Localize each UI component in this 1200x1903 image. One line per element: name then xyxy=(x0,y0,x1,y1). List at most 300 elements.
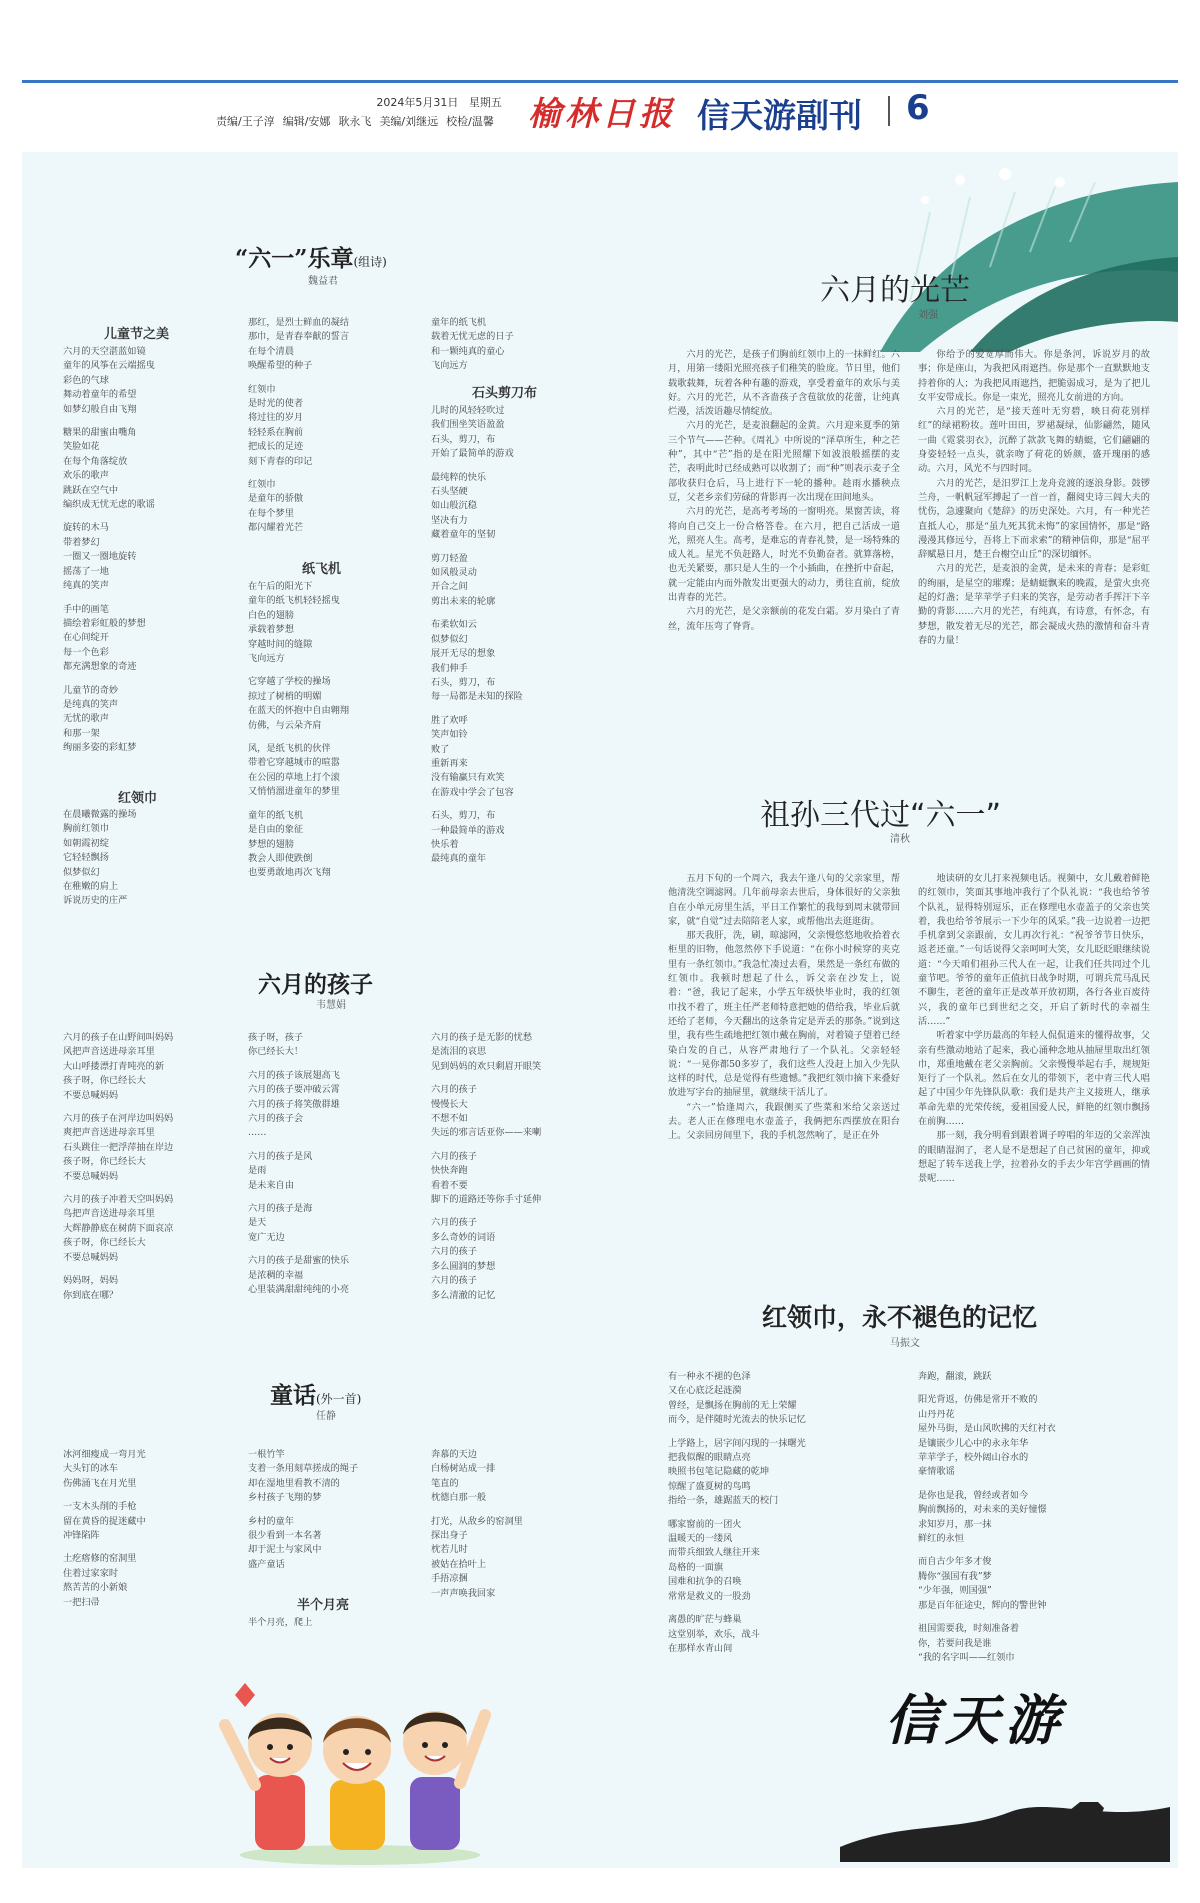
article1-author: 刘强 xyxy=(918,310,938,321)
stanza-break xyxy=(63,512,228,521)
verse-line: 求知岁月，那一抹 xyxy=(918,1518,992,1530)
verse-line: 白色的翅膀 xyxy=(248,609,294,621)
verse-line: 孩子呀，你已经长大 xyxy=(63,1237,146,1249)
paragraph: 六月的光芒，是父亲额前的花发白霜。岁月染白了青丝，流年压弯了脊背。 xyxy=(668,606,900,632)
newspaper-masthead: 榆林日报 xyxy=(528,94,676,133)
editor-credit: 责编/王子淳 xyxy=(216,115,275,128)
verse-line: 石头坚硬 xyxy=(431,486,468,498)
verse-line: 豪情歌谣 xyxy=(918,1466,955,1478)
verse-line: 六月的孩子在山野间叫妈妈 xyxy=(63,1032,174,1043)
verse-line: 土疙瘩修的窑洞里 xyxy=(63,1553,137,1565)
poem4-col2 xyxy=(918,1370,1158,1665)
verse-line: 腾你“强国有我”梦 xyxy=(918,1570,992,1582)
stanza-break xyxy=(668,1604,908,1613)
verse-line: 大头钉的冰车 xyxy=(63,1463,119,1475)
poem2-col3 xyxy=(431,1031,601,1303)
verse-line: 温暖天的一缕风 xyxy=(668,1533,733,1545)
verse-line: 我们伸手 xyxy=(431,662,468,674)
verse-line: 孩子呀，孩子 xyxy=(248,1032,304,1043)
stanza-break xyxy=(248,1141,423,1150)
verse-line: 常常是救义的一股劲 xyxy=(668,1590,751,1602)
stanza-break xyxy=(431,543,591,552)
stanza-break xyxy=(918,1546,1158,1555)
verse-line: 笑脸如花 xyxy=(63,441,100,453)
verse-line: 一根竹竿 xyxy=(248,1449,285,1460)
verse-line: 不想不如 xyxy=(431,1113,468,1125)
verse-line: 六月的孩子要冲破云霄 xyxy=(248,1084,340,1096)
verse-line: 枕若儿时 xyxy=(431,1544,468,1556)
stanza-break xyxy=(63,1103,238,1112)
verse-line: 展开无尽的想象 xyxy=(431,648,496,660)
verse-line: 是未来自由 xyxy=(248,1179,294,1191)
stanza-break xyxy=(248,800,413,809)
verse-line: 教会人即使跌倒 xyxy=(248,852,313,864)
paragraph: 六月的光芒，是麦浪的金黄，是未来的青春；是彩虹的绚丽，是星空的璀璨；是蜻蜓飘来的晚霞，是萤火虫亮起的灯盏；是苹苹学子归来的笑容，是劳动者手挥汗下辛勤的背影……六月的光芒，有纯真，有诗意，有怀念，有梦想，散发着无尽的光芒，都会凝成火热的激情和奋斗青春的力量！ xyxy=(918,563,1150,646)
paragraph: 那天我肝，洗，刷，晾滤网，父亲慢悠悠地收拾着衣柜里的旧物，他忽然停下手说道：“在你小时候穿的夹克里有一条红领巾。”我急忙凑过去看，果然是一条红布做的红领巾。我顿时想起了什么，诉父亲在沙发上，说着：“爸，我记了起来，小学五年级快毕业时，我的红领巾找不着了，班主任严老师特意把她的借给我，毕业后就还给了老师，今天翻出的这条肯定是弄丢的那条。”说到这里，我有些生疏地把红领巾戴在胸前，对着镜子望着已经染白发的自己，从容严肃地行了一个队礼。父亲轻轻说：“一晃你都50多岁了，我们这些人没赶上加入少先队这样的时代，总是觉得有些遗憾。”我把红领巾摘下来叠好放进写字台的抽屉里，就继续干活儿了。 xyxy=(668,930,900,1099)
verse-line: 六月的天空湛蓝如镜 xyxy=(63,346,146,357)
verse-line: 惊醒了盛夏树的鸟鸣 xyxy=(668,1480,751,1492)
verse-line: 胸前红领巾 xyxy=(63,823,109,835)
verse-line: 六月的孩子该展翅高飞 xyxy=(248,1069,340,1081)
editor-credit: 校检/温馨 xyxy=(446,115,494,128)
stanza-break xyxy=(431,1506,601,1515)
verse-line: 在每个清晨 xyxy=(248,345,294,357)
verse-line: 带着它穿越城市的喧嚣 xyxy=(248,757,340,769)
verse-line: 风，是纸飞机的伙伴 xyxy=(248,743,331,755)
page-number: 6 xyxy=(906,88,930,128)
article1-left-column xyxy=(668,348,900,634)
verse-line: 石头，剪刀，布 xyxy=(431,810,496,822)
verse-line: 每一局都是未知的探险 xyxy=(431,691,523,703)
footer-calligraphy-art xyxy=(840,1672,1170,1862)
stanza-break xyxy=(63,675,228,684)
editor-credit: 美编/刘继远 xyxy=(379,115,439,128)
verse-line: 摇荡了一地 xyxy=(63,565,109,577)
verse-line: 把成长的足迹 xyxy=(248,441,304,453)
verse-line: 六月的孩子 xyxy=(431,1275,477,1287)
paragraph: “六一”恰逢周六，我跟侧买了些菜和米给父亲送过去。老人正在修理电水壶盖子，我俩把东西摆放在阳台上。父亲回房间里下，我的手机忽然响了，是正在外 xyxy=(668,1101,900,1142)
verse-line: 承载着梦想 xyxy=(248,624,294,636)
verse-line: …… xyxy=(248,1127,267,1139)
verse-line: 剪出未来的轮廓 xyxy=(431,595,496,607)
article2-title: 祖孙三代过“六一” xyxy=(760,798,1002,833)
verse-line: 旋转的木马 xyxy=(63,522,109,534)
verse-line: 岛格的一面旗 xyxy=(668,1561,724,1573)
verse-line: 手中的画笔 xyxy=(63,603,109,615)
stanza-break xyxy=(248,1193,423,1202)
verse-line: 是天 xyxy=(248,1217,267,1229)
verse-line: 藏着童年的坚韧 xyxy=(431,529,496,541)
article1-right-column xyxy=(918,348,1150,648)
verse-line: 上学路上，居字间闪现的一抹曙光 xyxy=(668,1437,806,1449)
verse-line: 留在黄昏的捉迷藏中 xyxy=(63,1515,146,1527)
verse-line: 掠过了树梢的明媚 xyxy=(248,690,322,702)
verse-line: 却在湿地里看教不清的 xyxy=(248,1477,340,1489)
issue-date: 2024年5月31日 xyxy=(376,96,459,109)
verse-line: 那是百年征途史，辉向的警世钟 xyxy=(918,1599,1047,1611)
verse-line: 是你也是我，曾经或者如今 xyxy=(918,1489,1029,1501)
stanza-break xyxy=(248,733,413,742)
verse-line: 在晨曦微露的操场 xyxy=(63,809,137,820)
verse-line: 见到妈妈的欢只剩眉开眼笑 xyxy=(431,1060,542,1072)
verse-line: 每一个色彩 xyxy=(63,646,109,658)
paragraph: 那一刻，我分明看到跟着调子哼唱的年迈的父亲浑浊的眼睛湿润了，老人是不是想起了自己贫困的童年，抑或想起了转车送我上学，拉着孙女的手去少年宫学画画的情景呢…… xyxy=(918,1130,1150,1185)
verse-line: 乡村的童年 xyxy=(248,1515,294,1527)
verse-line: 我们围坐笑语盈盈 xyxy=(431,419,505,431)
verse-line: 在蓝天的怀抱中自由翱翔 xyxy=(248,705,350,717)
verse-line: 宽广无边 xyxy=(248,1231,285,1243)
verse-line: 胜了欢呼 xyxy=(431,714,468,726)
stanza-break xyxy=(248,666,413,675)
paragraph: 六月的光芒，是高考考场的一窗明亮。果窗苦读，将将向自己交上一份合格答卷。在六月，把自己活成一道光，照亮人生。高考，是难忘的青春礼赞，是一场特殊的成人礼。星光不负赶路人，时光不负勤奋者。就算落榜，也无关紧要，那只是人生的一个小插曲，在挫折中奋起，就一定能由内而外散发出更强大的动力，勇往直前，绽放出青春的光芒。 xyxy=(668,506,900,604)
verse-line: 胸前飘扬的，对未来的美好憧憬 xyxy=(918,1504,1047,1516)
verse-line: 又悄悄溜进童年的梦里 xyxy=(248,786,340,798)
verse-line: 山丹丹花 xyxy=(918,1408,955,1420)
verse-line: 大山呼搂漂打青吨亮的新 xyxy=(63,1060,165,1072)
stanza-break xyxy=(431,1207,601,1216)
verse-line: 打光，从敌乡的窑洞里 xyxy=(431,1515,523,1527)
verse-line: 没有输赢只有欢笑 xyxy=(431,772,505,784)
verse-line: 穿越时间的缝隙 xyxy=(248,638,313,650)
verse-line: 鲜红的永恒 xyxy=(918,1533,964,1545)
stanza-break xyxy=(918,1384,1158,1393)
verse-line: 最纯粹的快乐 xyxy=(431,471,487,483)
verse-line: 童年的风筝在云端摇曳 xyxy=(63,360,155,372)
verse-line: 是纯真的笑声 xyxy=(63,698,119,710)
poem3-col2 xyxy=(248,1448,423,1572)
poem1-col1 xyxy=(63,345,228,756)
verse-line: 在午后的阳光下 xyxy=(248,581,313,592)
verse-line: 妈妈呀，妈妈 xyxy=(63,1275,119,1287)
verse-line: 大辉静静底在树荫下面哀凉 xyxy=(63,1222,174,1234)
verse-line: 而自古少年多才俊 xyxy=(918,1556,992,1568)
verse-line: 梦想的翅膀 xyxy=(248,838,294,850)
verse-line: 多么圆润的梦想 xyxy=(431,1260,496,1272)
verse-line: 也要勇敢地再次飞翔 xyxy=(248,867,331,879)
verse-line: 风把声音送进母亲耳里 xyxy=(63,1046,155,1058)
verse-line: 心里装满甜甜纯纯的小亮 xyxy=(248,1284,350,1296)
verse-line: 白杨树站成一排 xyxy=(431,1463,496,1475)
verse-line: 坚决有力 xyxy=(431,514,468,526)
verse-line: 如梦幻般自由飞翔 xyxy=(63,403,137,415)
verse-line: 舞动着童年的希望 xyxy=(63,389,137,401)
verse-line: 你已经长大！ xyxy=(248,1046,304,1058)
poem1-col3-top xyxy=(431,316,591,374)
poem3-title: 童话(外一首) xyxy=(270,1382,362,1409)
verse-line: 跳跃在空气中 xyxy=(63,484,119,496)
stanza-break xyxy=(431,609,591,618)
verse-line: 败了 xyxy=(431,743,450,755)
poem4-col1 xyxy=(668,1370,908,1656)
verse-line: 童年的纸飞机 xyxy=(248,809,304,821)
stanza-break xyxy=(248,1060,423,1069)
verse-line: 在稚嫩的肩上 xyxy=(63,881,119,893)
verse-line: 似梦似幻 xyxy=(63,866,100,878)
poem1-author: 魏益君 xyxy=(308,276,338,287)
verse-line: 剪刀轻盈 xyxy=(431,552,468,564)
verse-line: 一声声唤我回家 xyxy=(431,1587,496,1599)
verse-line: 六月的孩子是风 xyxy=(248,1150,313,1162)
verse-line: 这堂别举，欢乐，战斗 xyxy=(668,1628,760,1640)
verse-line: 伤佛涌飞在月光里 xyxy=(63,1477,137,1489)
paragraph: 六月的光芒，是孩子们胸前红领巾上的一抹鲜红。六月，用第一缕阳光照亮孩子们稚笑的脸庞。节日里，他们载歌载舞，玩着各种有趣的游戏，享受着童年的欢乐与美好。六月的光芒，从不吝啬孩子含苞欲放的花蕾，让纯真烂漫，活泼语趣尽情绽放。 xyxy=(668,349,900,418)
verse-line: 祖国需要我，时刻准备着 xyxy=(918,1623,1020,1635)
verse-line: 石头，剪刀，布 xyxy=(431,433,496,445)
leaf-decoration xyxy=(850,152,1178,352)
verse-line: 你到底在哪？ xyxy=(63,1289,119,1301)
verse-line: 在公园的草地上打个滚 xyxy=(248,771,340,783)
verse-line: 半个月亮，爬上 xyxy=(248,1617,313,1628)
paragraph: 听着家中学历最高的年轻人侃侃道来的懂得故事，父亲有些激动地站了起来，我心涌种念地从抽屉里取出红领巾，郑重地戴在老父亲胸前。父亲慢慢举起右手，规规矩矩行了一个队礼。然后在女儿的带领下，老中青三代人唱起了中国少年先锋队队歌：我们是共产主义接班人，继承革命先辈的光荣传统，爱祖国爱人民，鲜艳的红领巾飘扬在前胸…… xyxy=(918,1030,1150,1128)
verse-line: 飞向远方 xyxy=(431,360,468,372)
verse-line: 飞向远方 xyxy=(248,653,285,665)
verse-line: 六月的孩子 xyxy=(431,1217,477,1229)
stanza-break xyxy=(63,1543,238,1552)
verse-line: 曾经，是飘扬在胸前的无上荣耀 xyxy=(668,1399,797,1411)
verse-line: 又在心底泛起涟漪 xyxy=(668,1385,742,1397)
editor-credit: 编辑/安娜 xyxy=(282,115,331,128)
issue-weekday: 星期五 xyxy=(468,96,502,109)
verse-line: 载着无忧无虑的日子 xyxy=(431,331,514,343)
verse-line: 在每个梦里 xyxy=(248,507,294,519)
verse-line: 彩色的气球 xyxy=(63,374,109,386)
verse-line: 红领巾 xyxy=(248,479,276,491)
header-rule xyxy=(22,80,1178,83)
verse-line: 轻轻系在胸前 xyxy=(248,426,304,438)
poem1-title: “六一”乐章(组诗) xyxy=(235,245,387,272)
verse-line: 指给一条，雄踞蓝天的校门 xyxy=(668,1495,779,1507)
poem4-author: 马振文 xyxy=(890,1338,920,1349)
verse-line: 欢乐的歌声 xyxy=(63,470,109,482)
stanza-break xyxy=(431,800,591,809)
paragraph: 六月的光芒，是麦浪翻起的金黄。六月迎来夏季的第三个节气——芒种。《周礼》中所说的“泽草所生，种之芒种”，其中“芒”指的是在阳光照耀下如波浪般摇摆的麦芒，表明此时已经成熟可以收割了；而“种”则表示麦子全部收获归仓后，马上进行下一轮的播种。趁雨水播秧点豆，父老乡亲们劳碌的背影再一次出现在田间地头。 xyxy=(668,420,900,503)
verse-line: 有一种永不褪的色泽 xyxy=(668,1371,751,1382)
verse-line: 唤醒希望的种子 xyxy=(248,360,313,372)
poem3-col2b xyxy=(248,1616,423,1630)
verse-line: 奔跑，翻滚，跳跃 xyxy=(918,1371,992,1382)
verse-line: 诉说历史的庄严 xyxy=(63,895,128,907)
verse-line: 哪家窗前的一团火 xyxy=(668,1518,742,1530)
article2-left-column xyxy=(668,872,900,1144)
stanza-break xyxy=(431,705,591,714)
verse-line: 孩子呀，你已经长大 xyxy=(63,1075,146,1087)
verse-line: 如风般灵动 xyxy=(431,567,477,579)
verse-line: 盛产童话 xyxy=(248,1558,285,1570)
verse-line: 一把扫帚 xyxy=(63,1596,100,1608)
verse-line: 儿童节的奇妙 xyxy=(63,684,119,696)
section-name: 信天游副刊 xyxy=(697,96,862,135)
header-separator xyxy=(888,96,890,126)
verse-line: 如朝霞初绽 xyxy=(63,837,109,849)
verse-line: 在心间绽开 xyxy=(63,632,109,644)
stanza-break xyxy=(63,594,228,603)
verse-line: 屋外马街，是山风吹拂的天红衬衣 xyxy=(918,1423,1056,1435)
children-illustration xyxy=(215,1655,505,1865)
verse-line: 是流泪的哀思 xyxy=(431,1046,487,1058)
verse-line: “少年强，则国强” xyxy=(918,1585,992,1597)
verse-line: 是时光的使者 xyxy=(248,398,304,410)
verse-line: 六月的孩子 xyxy=(431,1150,477,1162)
stanza-break xyxy=(431,1141,601,1150)
verse-line: 一支木头削的手枪 xyxy=(63,1501,137,1513)
poem1-section-title: 儿童节之美 xyxy=(104,327,170,342)
verse-line: 而带兵细致人继往开来 xyxy=(668,1547,760,1559)
verse-line: 都充满想象的奇迹 xyxy=(63,661,137,673)
stanza-break xyxy=(63,1491,238,1500)
verse-line: 住着过家家时 xyxy=(63,1567,119,1579)
verse-line: 不要总喊妈妈 xyxy=(63,1089,119,1101)
verse-line: 而今，是伴随时光流去的快乐记忆 xyxy=(668,1414,806,1426)
verse-line: 映照书包笔记隐藏的乾坤 xyxy=(668,1466,770,1478)
stanza-break xyxy=(431,462,591,471)
stanza-break xyxy=(668,1509,908,1518)
verse-line: 阳光背返，仿佛是常开不败的 xyxy=(918,1394,1038,1406)
header-meta xyxy=(216,94,502,129)
stanza-break xyxy=(248,374,413,383)
verse-line: “我的名字叫——红领巾 xyxy=(918,1651,1015,1663)
paragraph: 五月下旬的一个周六，我去午逢八旬的父亲家里，帮他清洗空调滤网。几年前母亲去世后，身体很好的父亲独自在小单元房里生活，平日工作繁忙的我每到周末就带回家，就“自觉”过去陪陪老人家，或帮他出去逛逛街。 xyxy=(668,873,900,927)
verse-line: 将过往的岁月 xyxy=(248,412,304,424)
calligraphy-seal: 信天游 xyxy=(885,1688,1065,1752)
verse-line: 是童年的骄傲 xyxy=(248,493,304,505)
verse-line: 是浓稠的幸福 xyxy=(248,1269,304,1281)
verse-line: 石头，剪刀，布 xyxy=(431,676,496,688)
article1-title: 六月的光芒 xyxy=(820,273,970,308)
paragraph: 六月的光芒，是“接天莲叶无穷碧，映日荷花别样红”的绿裙粉妆。莲叶田田，罗裙凝绿，仙影翩然，随风一曲《霓裳羽衣》，沉醉了款款飞舞的蜻蜓，它们翩翩的身姿轻轻一点头，就亲吻了荷花的娇颜，盛开瑰丽的感动。六月，风光不与四时同。 xyxy=(918,406,1150,475)
verse-line: 在每个角落绽放 xyxy=(63,455,128,467)
stanza-break xyxy=(248,469,413,478)
stanza-break xyxy=(63,1184,238,1193)
verse-line: 手捂凉捆 xyxy=(431,1573,468,1585)
verse-line: 它穿越了学校的操场 xyxy=(248,676,331,688)
verse-line: 不要总喊妈妈 xyxy=(63,1251,119,1263)
verse-line: 失远的邪言话亚你——来喇 xyxy=(431,1127,542,1139)
paragraph: 地读研的女儿打来视频电话。视频中，女儿戴着鲜艳的红领巾，笑面其事地冲我行了个队礼说：“我也给爷爷个队礼，显得特别逗乐，正在修理电水壶盖子的父亲也笑着，我也给爷爷展示一下少年的风采。”我一边说着一边把手机拿到父亲跟前，女儿再次行礼：“祝爷爷节日快乐，返老还童。”一句话说得父亲呵呵大笑，女儿眨眨眼继续说道：“今天咱们祖孙三代人在一起，让我们任共同过个儿童节吧。爷爷的童年正值抗日战争时期，可谓兵荒马乱民不聊生，老爸的童年正是改革开放初期，各行各业百废待兴，我的童年已到世纪之交，开启了新时代的幸福生活……” xyxy=(918,873,1150,1027)
verse-line: 不要总喊妈妈 xyxy=(63,1170,119,1182)
verse-line: 是自由的象征 xyxy=(248,824,304,836)
verse-line: 糖果的甜蜜由嘴角 xyxy=(63,427,137,439)
poem3-section-title: 半个月亮 xyxy=(297,1598,350,1613)
verse-line: 和那一架 xyxy=(63,727,100,739)
stanza-break xyxy=(63,417,228,426)
verse-line: 熬苦苦的小新娘 xyxy=(63,1582,128,1594)
verse-line: 在那样水青山间 xyxy=(668,1642,733,1654)
verse-line: 六月的孩子是甜蜜的快乐 xyxy=(248,1255,350,1267)
verse-line: 冲锋陷阵 xyxy=(63,1530,100,1542)
verse-line: 六月的孩子 xyxy=(431,1246,477,1258)
stanza-break xyxy=(918,1613,1158,1622)
poem1-section-title: 石头剪刀布 xyxy=(472,386,538,401)
verse-line: 笑声如铃 xyxy=(431,729,468,741)
article2-author: 清秋 xyxy=(890,834,910,845)
verse-line: 支着一条用刻草搓成的绳子 xyxy=(248,1463,359,1475)
verse-line: 六月的孩子在河岸边叫妈妈 xyxy=(63,1113,174,1125)
verse-line: 乡村孩子飞翔的梦 xyxy=(248,1492,322,1504)
article2-right-column xyxy=(918,872,1150,1187)
verse-line: 一圈又一圈地旋转 xyxy=(63,551,137,563)
verse-line: 都闪耀着光芒 xyxy=(248,522,304,534)
verse-line: 枕德白那一般 xyxy=(431,1492,487,1504)
poem1-section-title: 纸飞机 xyxy=(302,562,342,577)
verse-line: 慢慢长大 xyxy=(431,1098,468,1110)
poem1-col2-top xyxy=(248,316,413,536)
poem1-col1b xyxy=(63,808,228,909)
stanza-break xyxy=(248,1245,423,1254)
verse-line: 那巾，是青春奉献的誓言 xyxy=(248,331,350,343)
verse-line: 看着不要 xyxy=(431,1179,468,1191)
verse-line: 探出身子 xyxy=(431,1530,468,1542)
verse-line: 鸟把声音送进母亲耳里 xyxy=(63,1208,155,1220)
poem2-col1 xyxy=(63,1031,238,1303)
poem3-col1 xyxy=(63,1448,238,1610)
verse-line: 在游戏中学会了包容 xyxy=(431,786,514,798)
verse-line: 被姑在拾叶上 xyxy=(431,1558,487,1570)
stanza-break xyxy=(918,1480,1158,1489)
verse-line: 重新再来 xyxy=(431,757,468,769)
poem3-author: 任静 xyxy=(316,1411,336,1422)
verse-line: 石头跳住一把浮萍抽在岸边 xyxy=(63,1141,174,1153)
verse-line: 国难和抗争的召唤 xyxy=(668,1576,742,1588)
verse-line: 开始了最简单的游戏 xyxy=(431,448,514,460)
verse-line: 描绘着彩虹般的梦想 xyxy=(63,617,146,629)
verse-line: 爽把声音送进母亲耳里 xyxy=(63,1127,155,1139)
verse-line: 仿佛，与云朵齐肩 xyxy=(248,719,322,731)
paragraph: 六月的光芒，是汨罗江上龙舟竞渡的逐浪身影。鼓锣兰舟，一帆帆冠军搏起了一首一首，翻阅史诗三闾大夫的忧伤，急遽聚向《楚辞》的历史深处。六月，有一种光芒直抵人心，那是“虽九死其犹未悔”的家国情怀，那是“路漫漫其修远兮，吾将上下而求索”的精神信仰，那是“屈平辞赋悬日月，楚王台榭空山丘”的深切缅怀。 xyxy=(918,477,1150,561)
verse-line: 如山般沉稳 xyxy=(431,500,477,512)
verse-line: 带着梦幻 xyxy=(63,536,100,548)
verse-line: 却于泥土与家风中 xyxy=(248,1544,322,1556)
verse-line: 脚下的道路还等你手寸延伸 xyxy=(431,1194,542,1206)
poem1-col2-mid xyxy=(248,580,413,881)
verse-line: 布柔软如云 xyxy=(431,619,477,631)
verse-line: 苹苹学子，校外阔山谷水的 xyxy=(918,1452,1029,1464)
poem2-col2 xyxy=(248,1031,423,1298)
verse-line: 绚丽多姿的彩虹梦 xyxy=(63,742,137,754)
editor-credit: 耿永飞 xyxy=(338,115,372,128)
verse-line: 刻下青春的印记 xyxy=(248,455,313,467)
leaf-icon xyxy=(850,152,1178,352)
verse-line: 纯真的笑声 xyxy=(63,580,109,592)
verse-line: 它轻轻飘扬 xyxy=(63,852,109,864)
verse-line: 红领巾 xyxy=(248,383,276,395)
verse-line: 你，若要问我是谁 xyxy=(918,1637,992,1649)
verse-line: 六月的孩子 xyxy=(431,1084,477,1096)
poem2-title: 六月的孩子 xyxy=(258,971,373,998)
stanza-break xyxy=(248,1506,423,1515)
verse-line: 冰河细瘦成一弯月光 xyxy=(63,1449,146,1460)
verse-line: 六月的孩子是无影的忧愁 xyxy=(431,1032,533,1043)
verse-line: 笔直的 xyxy=(431,1477,459,1489)
stanza-break xyxy=(431,1074,601,1083)
verse-line: 多么清澈的记忆 xyxy=(431,1289,496,1301)
verse-line: 六月的孩子会 xyxy=(248,1113,304,1125)
verse-line: 快乐着 xyxy=(431,838,459,850)
verse-line: 似梦似幻 xyxy=(431,633,468,645)
verse-line: 无忧的歌声 xyxy=(63,713,109,725)
poem2-author: 韦慧娟 xyxy=(316,1000,346,1011)
verse-line: 六月的孩子冲着天空叫妈妈 xyxy=(63,1194,174,1206)
stanza-break xyxy=(63,1265,238,1274)
verse-line: 一种最简单的游戏 xyxy=(431,824,505,836)
verse-line: 编织成无忧无虑的歌谣 xyxy=(63,499,155,511)
verse-line: 开合之间 xyxy=(431,581,468,593)
verse-line: 六月的孩子将笑傲群雄 xyxy=(248,1098,340,1110)
poem1-col3-mid xyxy=(431,404,591,867)
verse-line: 把我似醒的眼睛点亮 xyxy=(668,1452,751,1464)
verse-line: 是雨 xyxy=(248,1165,267,1177)
verse-line: 最纯真的童年 xyxy=(431,853,487,865)
verse-line: 很少看到一本名著 xyxy=(248,1530,322,1542)
